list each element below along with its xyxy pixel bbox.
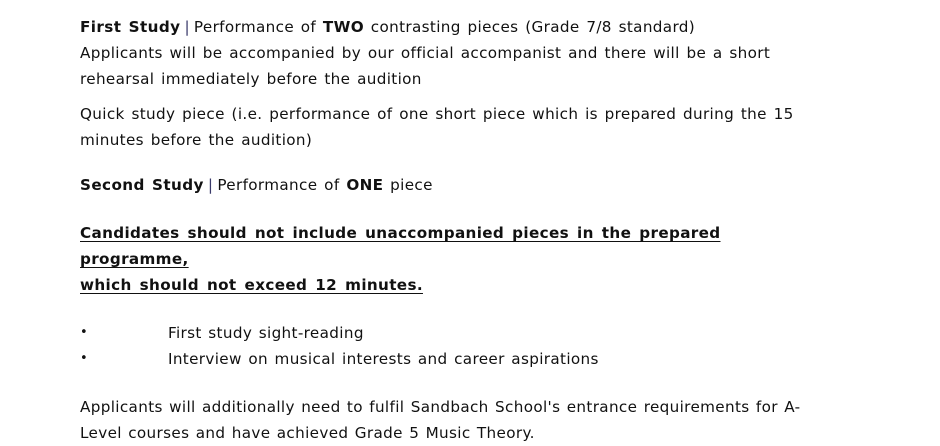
spacer <box>80 372 810 394</box>
first-study-label: First Study <box>80 18 181 36</box>
list-item <box>80 320 810 346</box>
first-study-heading <box>80 14 810 40</box>
bullet-icon: • <box>80 351 89 366</box>
first-study-body: Applicants will be accompanied by our official accompanist and there will be a short rehearsal immediately before the audition <box>80 44 771 88</box>
first-study-heading-emphasis: TWO <box>322 18 364 36</box>
bullet-icon: • <box>80 325 89 340</box>
requirements-list <box>80 320 810 372</box>
list-item <box>80 346 810 372</box>
first-study-heading-post: contrasting pieces (Grade 7/8 standard) <box>364 18 696 36</box>
spacer <box>80 298 810 320</box>
quick-study-paragraph: Quick study piece (i.e. performance of one short piece which is prepared during the 15 minutes before the audition) <box>80 105 794 149</box>
spacer <box>80 153 810 172</box>
list-item-label: Interview on musical interests and career aspirations <box>168 350 599 368</box>
spacer <box>80 92 810 101</box>
second-study-heading-emphasis: ONE <box>346 176 384 194</box>
first-study-divider: | <box>184 18 190 36</box>
notice-line-1: Candidates should not include unaccompanied pieces in the prepared programme, <box>80 224 721 268</box>
closing-paragraph: Applicants will additionally need to fulfil Sandbach School's entrance requirements for A-Level courses and have achieved Grade 5 Music Theory. <box>80 398 801 442</box>
second-study-heading-post: piece <box>383 176 433 194</box>
second-study-divider: | <box>207 176 214 194</box>
list-item-label: First study sight-reading <box>168 324 364 342</box>
spacer <box>80 198 810 220</box>
second-study-heading-pre: Performance of <box>217 176 347 194</box>
second-study-label: Second Study <box>80 176 204 194</box>
first-study-heading-pre: Performance of <box>193 18 323 36</box>
notice-line-2: which should not exceed 12 minutes. <box>80 276 423 294</box>
second-study-heading <box>80 172 810 198</box>
notice-block <box>80 220 810 298</box>
